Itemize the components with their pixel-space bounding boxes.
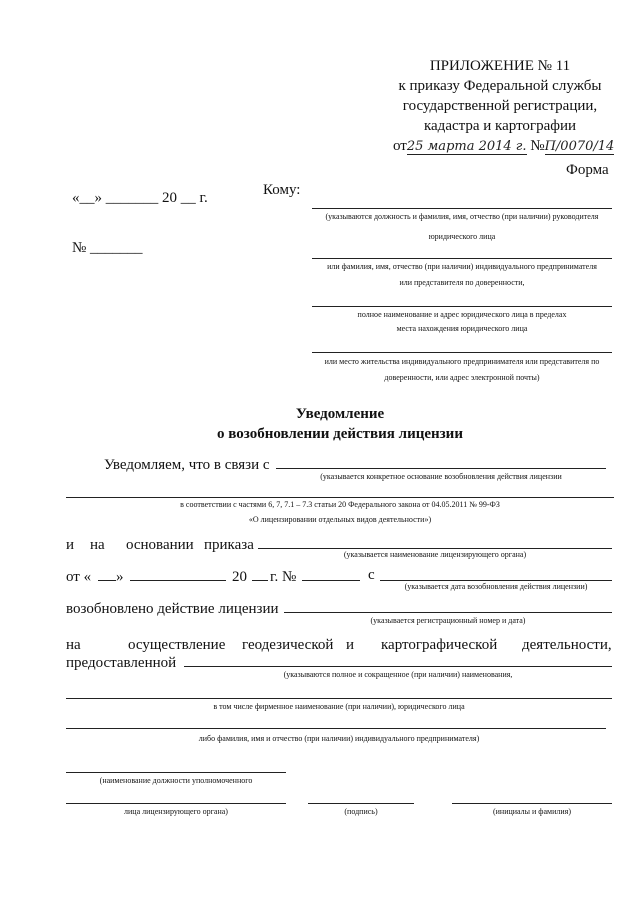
notify-hint: (указывается конкретное основание возобновления действия лицензии <box>320 472 562 481</box>
activity-word-3: геодезической <box>242 637 334 653</box>
position-line-2 <box>66 803 286 804</box>
resumed-line <box>284 612 612 613</box>
provided-hint: (указываются полное и сокращенное (при наличии) наименования, <box>283 670 513 679</box>
order-line <box>258 548 612 549</box>
appendix-title: ПРИЛОЖЕНИЕ № 11 <box>429 58 571 74</box>
order-word-4: приказа <box>204 537 254 553</box>
from-day-line <box>98 580 116 581</box>
from-year-suffix: г. № <box>270 569 297 585</box>
position-hint-1: (наименование должности уполномоченного <box>99 776 253 785</box>
from-year: 20 <box>232 569 247 585</box>
recipient-line-3 <box>312 306 612 307</box>
ip-line <box>66 728 606 729</box>
activity-word-4: и <box>346 637 355 653</box>
law-line <box>66 497 614 498</box>
from-date-line <box>380 580 612 581</box>
notice-subtitle: о возобновлении действия лицензии <box>217 426 463 442</box>
recipient-hint-2: юридического лица <box>428 232 496 241</box>
recipient-hint-3: или фамилия, имя, отчество (при наличии) индивидуального предпринимателя <box>327 262 597 271</box>
provided-prefix: предоставленной <box>66 655 177 671</box>
from-hint: (указывается дата возобновления действия лицензии) <box>404 582 588 591</box>
order-word-2: на <box>90 537 105 553</box>
ip-hint: либо фамилия, имя и отчество (при наличии) индивидуального предпринимателя) <box>198 734 480 743</box>
recipient-hint-5: полное наименование и адрес юридического лица в пределах <box>357 310 567 319</box>
recipient-label: Кому: <box>263 182 301 198</box>
appendix-date-row <box>393 136 623 157</box>
recipient-line-1 <box>312 208 612 209</box>
recipient-line-2 <box>312 258 612 259</box>
from-month-line <box>130 580 226 581</box>
law-hint-2: «О лицензировании отдельных видов деятельности») <box>248 515 432 524</box>
appendix-line-3: государственной регистрации, <box>402 98 598 114</box>
handwritten-number: П/0070/14 <box>544 139 615 154</box>
activity-word-5: картографической <box>381 637 498 653</box>
recipient-hint-1: (указываются должность и фамилия, имя, отчество (при наличии) руководителя <box>325 212 599 221</box>
handwritten-date: 25 марта 2014 г. <box>406 139 527 154</box>
number-prefix: № <box>530 138 545 154</box>
order-word-1: и <box>66 537 75 553</box>
number-field: № _______ <box>72 240 143 256</box>
from-number-line <box>302 580 360 581</box>
date-field: «__» _______ 20 __ г. <box>72 190 208 206</box>
initials-line <box>452 803 612 804</box>
notify-line <box>276 468 606 469</box>
date-prefix: от <box>393 138 407 154</box>
position-line-1 <box>66 772 286 773</box>
activity-word-2: осуществление <box>128 637 226 653</box>
position-hint-2: лица лицензирующего органа) <box>124 807 228 816</box>
recipient-hint-8: доверенности, или адрес электронной почты) <box>384 373 540 382</box>
notify-prefix: Уведомляем, что в связи с <box>104 457 270 473</box>
form-label: Форма <box>566 162 609 178</box>
order-hint: (указывается наименование лицензирующего органа) <box>343 550 527 559</box>
resumed-prefix: возобновлено действие лицензии <box>66 601 279 617</box>
recipient-hint-4: или представителя по доверенности, <box>399 278 525 287</box>
resumed-hint: (указывается регистрационный номер и дата) <box>370 616 526 625</box>
initials-hint: (инициалы и фамилия) <box>492 807 572 816</box>
law-hint-1: в соответствии с частями 6, 7, 7.1 – 7.3 статьи 20 Федерального закона от 04.05.2011 № 99-ФЗ <box>180 500 500 509</box>
sign-hint: (подпись) <box>344 807 378 816</box>
from-quote: » <box>116 569 124 585</box>
appendix-line-2: к приказу Федеральной службы <box>398 78 602 94</box>
from-year-line <box>252 580 268 581</box>
sign-line <box>308 803 414 804</box>
recipient-hint-6: места нахождения юридического лица <box>396 324 528 333</box>
from-prefix: от « <box>66 569 92 585</box>
firm-line <box>66 698 612 699</box>
appendix-line-4: кадастра и картографии <box>423 118 577 134</box>
activity-word-6: деятельности, <box>522 637 612 653</box>
recipient-line-4 <box>312 352 612 353</box>
firm-hint: в том числе фирменное наименование (при наличии), юридического лица <box>213 702 465 711</box>
notice-title: Уведомление <box>295 406 385 422</box>
from-with: с <box>368 567 375 583</box>
provided-line <box>184 666 612 667</box>
activity-word-1: на <box>66 637 81 653</box>
appendix-header <box>380 56 620 136</box>
recipient-hint-7: или место жительства индивидуального предпринимателя или представителя по <box>324 357 600 366</box>
order-word-3: основании <box>126 537 194 553</box>
